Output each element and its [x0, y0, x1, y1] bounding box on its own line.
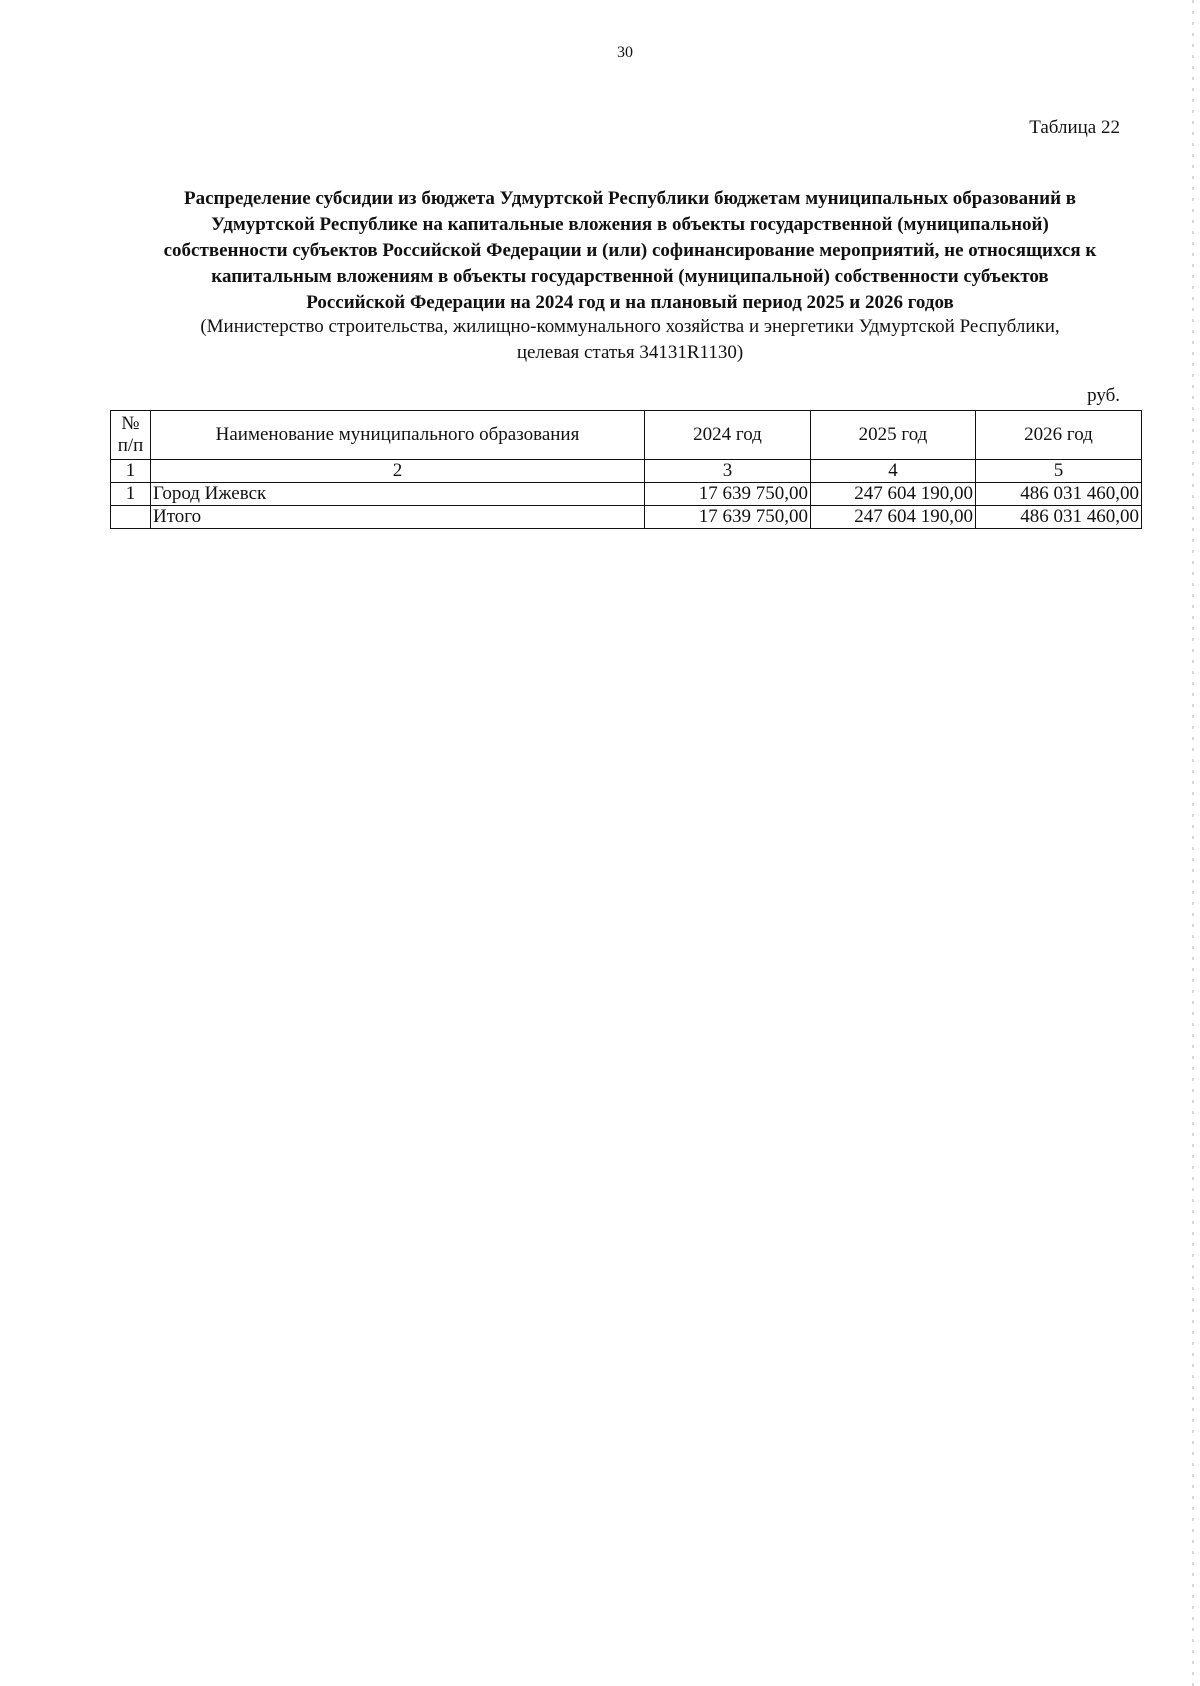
header-2026: 2026 год [976, 411, 1142, 460]
column-index-row [111, 460, 1142, 483]
column-index: 3 [645, 460, 811, 483]
title-line: Распределение субсидии из бюджета Удмуртской Республики бюджетам муниципальных образований в [183, 188, 1077, 209]
document-subtitle [110, 314, 1150, 366]
row-number: 1 [111, 483, 151, 506]
total-row [111, 506, 1142, 529]
table-header-row [111, 411, 1142, 460]
document-title [110, 186, 1150, 316]
total-2026: 486 031 460,00 [976, 506, 1142, 529]
header-municipality: Наименование муниципального образования [151, 411, 645, 460]
municipality-name: Город Ижевск [151, 483, 645, 506]
subsidy-table [110, 410, 1142, 529]
subtitle-line: целевая статья 34131R1130) [516, 342, 744, 363]
column-index: 5 [976, 460, 1142, 483]
column-index: 1 [111, 460, 151, 483]
title-line: Российской Федерации на 2024 год и на плановый период 2025 и 2026 годов [306, 292, 954, 313]
scan-edge-artifact [1192, 0, 1194, 1686]
amount-2026: 486 031 460,00 [976, 483, 1142, 506]
table-row [111, 483, 1142, 506]
header-2025: 2025 год [811, 411, 976, 460]
amount-2025: 247 604 190,00 [811, 483, 976, 506]
amount-2024: 17 639 750,00 [645, 483, 811, 506]
total-label: Итого [151, 506, 645, 529]
column-index: 2 [151, 460, 645, 483]
total-number [111, 506, 151, 529]
title-line: капитальным вложениям в объекты государственной (муниципальной) собственности субъектов [211, 266, 1049, 287]
table-label: Таблица 22 [1029, 117, 1120, 138]
total-2024: 17 639 750,00 [645, 506, 811, 529]
subtitle-line: (Министерство строительства, жилищно-коммунального хозяйства и энергетики Удмуртской Республики, [200, 316, 1060, 337]
title-line: Удмуртской Республике на капитальные вложения в объекты государственной (муниципальной) [211, 214, 1049, 235]
header-2024: 2024 год [645, 411, 811, 460]
units-label: руб. [1087, 385, 1120, 406]
total-2025: 247 604 190,00 [811, 506, 976, 529]
title-line: собственности субъектов Российской Федерации и (или) софинансирование мероприятий, не относящихся к [163, 240, 1097, 261]
header-number: № п/п [111, 411, 151, 460]
page-number: 30 [617, 44, 633, 61]
column-index: 4 [811, 460, 976, 483]
